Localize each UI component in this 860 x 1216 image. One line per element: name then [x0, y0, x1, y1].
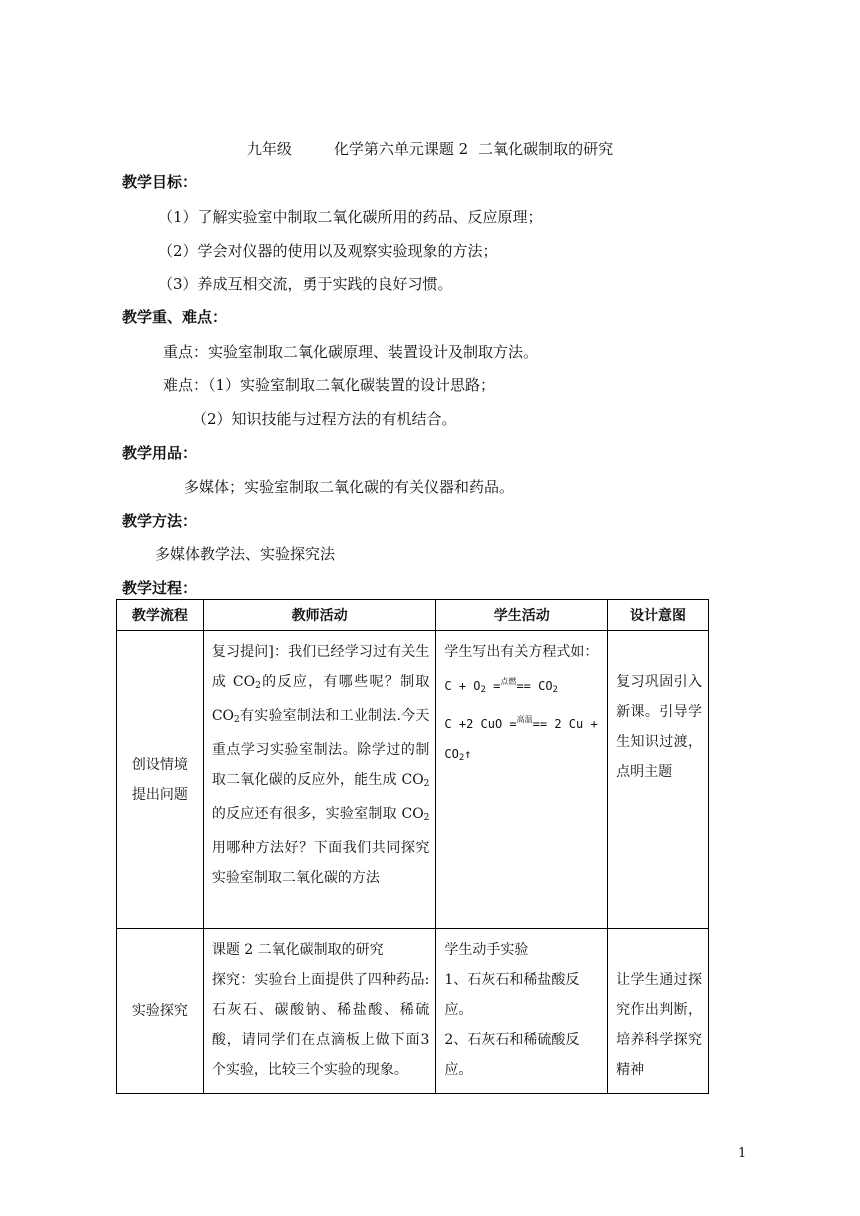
subscript: 2 — [423, 779, 430, 789]
stage-cell — [117, 929, 204, 1094]
teacher-text: 复习提问]：我们已经学习过有关生成 CO — [211, 644, 430, 690]
teacher-text: 的反应，有哪些呢？制取 CO — [211, 674, 430, 724]
teacher-cell — [203, 631, 436, 929]
methods-text: 多媒体教学法、实验探究法 — [155, 545, 336, 563]
subscript: 2 — [255, 681, 261, 691]
stage-cell — [117, 631, 204, 929]
subscript: 2 — [234, 715, 240, 725]
goal-item: （1）了解实验室中制取二氧化碳所用的药品、反应原理； — [158, 208, 543, 226]
materials-heading: 教学用品： — [122, 444, 198, 462]
title-topic: 二氧化碳制取的研究 — [478, 140, 614, 158]
materials-text: 多媒体；实验室制取二氧化碳的有关仪器和药品。 — [184, 478, 515, 496]
table-row — [117, 631, 709, 929]
document-title — [0, 138, 860, 159]
intent-cell — [608, 929, 709, 1094]
key-point: 重点：实验室制取二氧化碳原理、装置设计及制取方法。 — [163, 343, 539, 361]
goal-item: （2）学会对仪器的使用以及观察实验现象的方法； — [158, 242, 498, 260]
condition-label: 点燃 — [500, 677, 517, 686]
goal-item: （3）养成互相交流，勇于实践的良好习惯。 — [158, 275, 453, 293]
equation-2: C +2 CuO =$^{高温}$== 2 Cu + $CO_2↑$ — [444, 715, 598, 763]
intent-cell — [608, 631, 709, 929]
student-cell — [436, 631, 608, 929]
gas-arrow-icon: ↑ — [464, 747, 472, 761]
stage-line: 实验探究 — [131, 1003, 188, 1019]
teacher-text: 用哪种方法好？下面我们共同探究实验室制取二氧化碳的方法 — [211, 840, 430, 886]
student-text: 1、石灰石和稀盐酸反应。 — [444, 972, 580, 1018]
difficulty-2: （2）知识技能与过程方法的有机结合。 — [192, 410, 457, 428]
header-stage: 教学流程 — [117, 600, 204, 631]
teaching-process-table — [116, 599, 709, 1094]
stage-line: 创设情境 — [131, 756, 188, 773]
condition-label: 高温 — [516, 715, 533, 724]
teacher-text: 的反应还有很多，实验室制取 CO — [211, 806, 424, 822]
intent-text: 让学生通过探究作出判断，培养科学探究精神 — [616, 972, 702, 1078]
title-unit: 化学第六单元课题 2 — [333, 140, 469, 158]
title-grade: 九年级 — [246, 140, 292, 158]
goals-heading: 教学目标： — [122, 173, 198, 191]
student-text: 学生动手实验 — [444, 942, 529, 958]
difficulty-1: 难点：（1）实验室制取二氧化碳装置的设计思路； — [163, 376, 496, 394]
table-row — [117, 929, 709, 1094]
student-text: 学生写出有关方程式如： — [444, 644, 599, 660]
student-text: 2、石灰石和稀硫酸反应。 — [444, 1032, 580, 1078]
teacher-cell — [203, 929, 436, 1094]
process-heading: 教学过程： — [122, 579, 198, 597]
student-cell — [436, 929, 608, 1094]
subscript: 2 — [423, 813, 430, 823]
teacher-text: 探究：实验台上面提供了四种药品:石灰石、碳酸钠、稀盐酸、稀硫酸，请同学们在点滴板上做下面3 个实验，比较三个实验的现象。 — [211, 972, 430, 1078]
header-student: 学生活动 — [436, 600, 608, 631]
intent-text: 复习巩固引入新课。引导学生知识过渡，点明主题 — [616, 674, 702, 780]
equation-1: $C + O_2 =^{点燃}== CO_2$ — [444, 677, 558, 695]
teacher-title: 课题 2 二氧化碳制取的研究 — [211, 942, 384, 958]
keypoints-heading: 教学重、难点： — [122, 308, 228, 326]
methods-heading: 教学方法： — [122, 512, 198, 530]
teacher-text: 有实验室制法和工业制法.今天重点学习实验室制法。除学过的制取二氧化碳的反应外，能生成 CO — [211, 708, 430, 788]
page-number: 1 — [738, 1146, 747, 1161]
table-header-row — [117, 600, 709, 631]
header-intent: 设计意图 — [608, 600, 709, 631]
header-teacher: 教师活动 — [203, 600, 436, 631]
stage-line: 提出问题 — [131, 786, 188, 803]
